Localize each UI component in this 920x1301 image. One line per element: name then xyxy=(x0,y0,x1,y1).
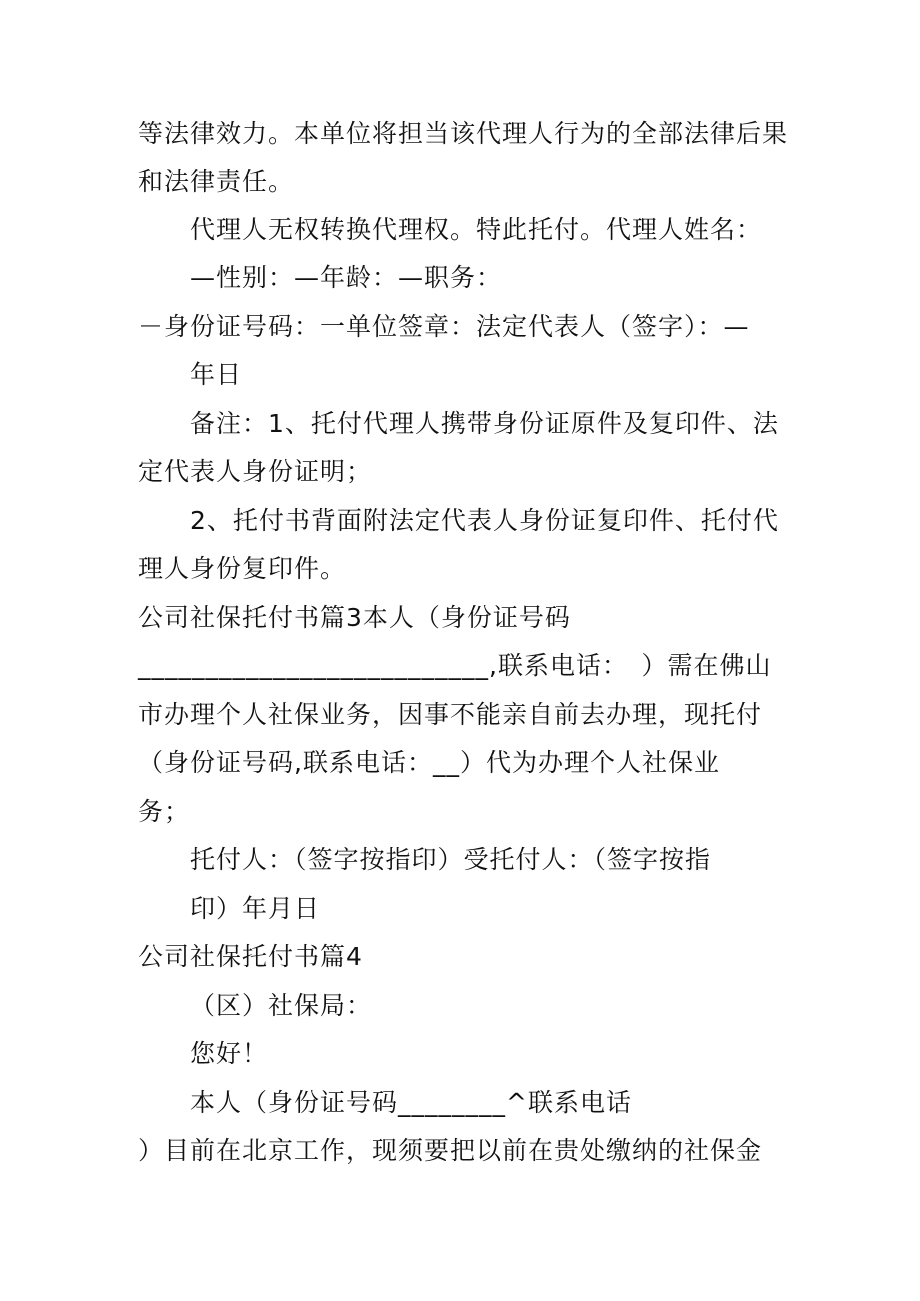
text-line-21: 本人（身份证号码________^联系电话 xyxy=(190,1088,632,1117)
text-line-4: —性别：—年龄：—职务： xyxy=(190,263,503,292)
text-line-8: 定代表人身份证明； xyxy=(138,457,373,486)
text-line-6: 年日 xyxy=(190,360,243,389)
text-line-20: 您好！ xyxy=(190,1039,269,1068)
text-line-2: 和法律责任。 xyxy=(138,167,295,196)
text-line-13: 市办理个人社保业务，因事不能亲自前去办理，现托付 xyxy=(138,700,763,729)
text-line-12: __________________________,联系电话： ）需在佛山 xyxy=(138,651,772,680)
section-heading-4: 公司社保托付书篇4 xyxy=(138,942,363,971)
text-line-17: 印）年月日 xyxy=(190,894,321,923)
text-line-7: 备注：1、托付代理人携带身份证原件及复印件、法 xyxy=(190,409,779,438)
text-line-16: 托付人：（签字按指印）受托付人：（签字按指 xyxy=(190,845,712,874)
text-line-22: ）目前在北京工作，现须要把以前在贵处缴纳的社保金 xyxy=(138,1136,763,1165)
text-line-5: －身份证号码：一单位签章：法定代表人（签字）：— xyxy=(138,312,750,341)
text-line-19: （区）社保局： xyxy=(190,991,373,1020)
section-heading-3: 公司社保托付书篇3本人（身份证号码 xyxy=(138,603,571,632)
text-line-1: 等法律效力。本单位将担当该代理人行为的全部法律后果 xyxy=(138,119,789,148)
text-line-10: 理人身份复印件。 xyxy=(138,554,347,583)
text-line-3: 代理人无权转换代理权。特此托付。代理人姓名： xyxy=(190,215,763,244)
text-line-15: 务； xyxy=(138,797,191,826)
text-line-14: （身份证号码,联系电话：__）代为办理个人社保业 xyxy=(138,748,720,777)
text-line-9: 2、托付书背面附法定代表人身份证复印件、托付代 xyxy=(190,506,779,535)
